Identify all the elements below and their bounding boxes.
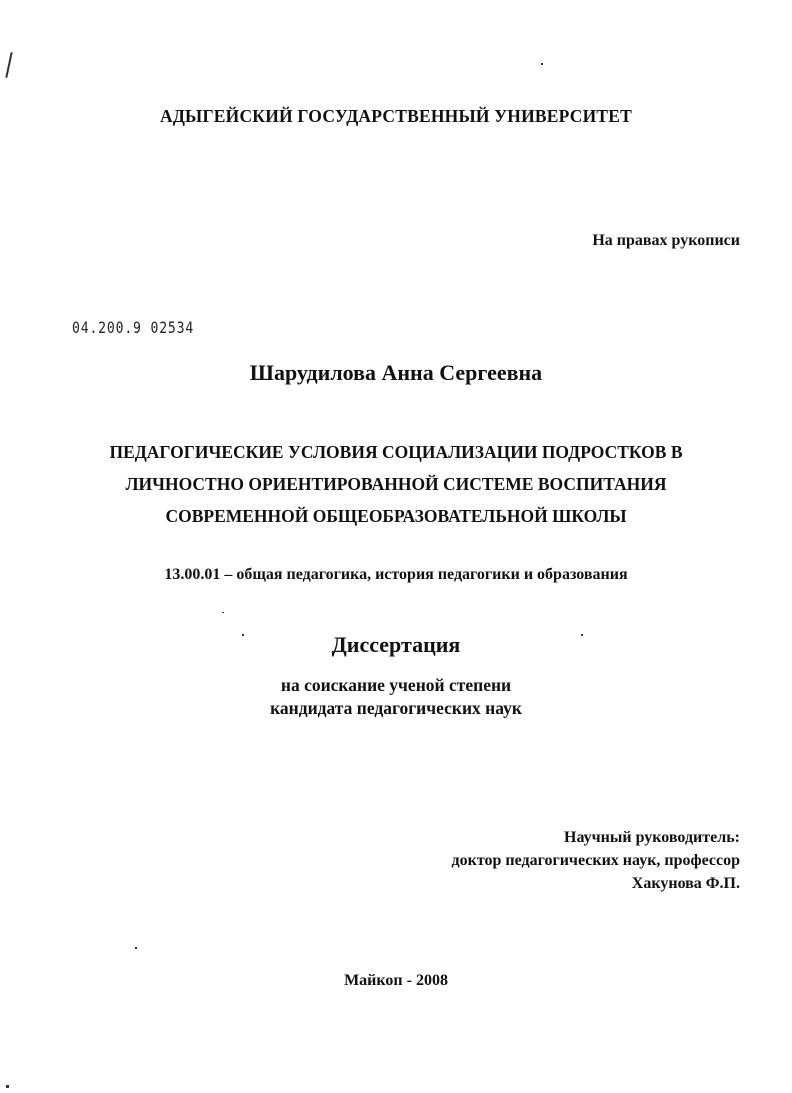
supervisor-label: Научный руководитель:: [564, 829, 740, 846]
manuscript-note: На правах рукописи: [592, 232, 740, 249]
work-type-heading: Диссертация: [331, 632, 461, 657]
scan-mark-left-edge: [5, 52, 12, 78]
archive-code-stamp: 04.200.9 02534: [72, 318, 195, 337]
title-line: ЛИЧНОСТНО ОРИЕНТИРОВАННОЙ СИСТЕМЕ ВОСПИТАНИЯ: [125, 474, 667, 494]
title-line: ПЕДАГОГИЧЕСКИЕ УСЛОВИЯ СОЦИАЛИЗАЦИИ ПОДРОСТКОВ В: [109, 442, 683, 462]
dissertation-title: [0, 436, 792, 532]
supervisor-name: Хакунова Ф.П.: [631, 875, 740, 892]
author-name: Шарудилова Анна Сергеевна: [249, 360, 543, 385]
degree-line: кандидата педагогических наук: [270, 698, 522, 718]
scan-speck: [222, 612, 224, 613]
supervisor-credentials: доктор педагогических наук, профессор: [451, 852, 740, 869]
title-line: СОВРЕМЕННОЙ ОБЩЕОБРАЗОВАТЕЛЬНОЙ ШКОЛЫ: [165, 506, 627, 526]
scan-speck: [6, 1085, 9, 1088]
specialty-code: 13.00.01 – общая педагогика, история педагогики и образования: [164, 566, 628, 583]
scan-speck: [135, 947, 137, 949]
university-name: АДЫГЕЙСКИЙ ГОСУДАРСТВЕННЫЙ УНИВЕРСИТЕТ: [159, 106, 633, 126]
degree-line: на соискание ученой степени: [280, 675, 512, 695]
city-year: Майкоп - 2008: [344, 972, 448, 989]
scan-speck: [541, 63, 543, 65]
supervisor-block: [320, 826, 740, 895]
degree-description: [0, 660, 792, 720]
